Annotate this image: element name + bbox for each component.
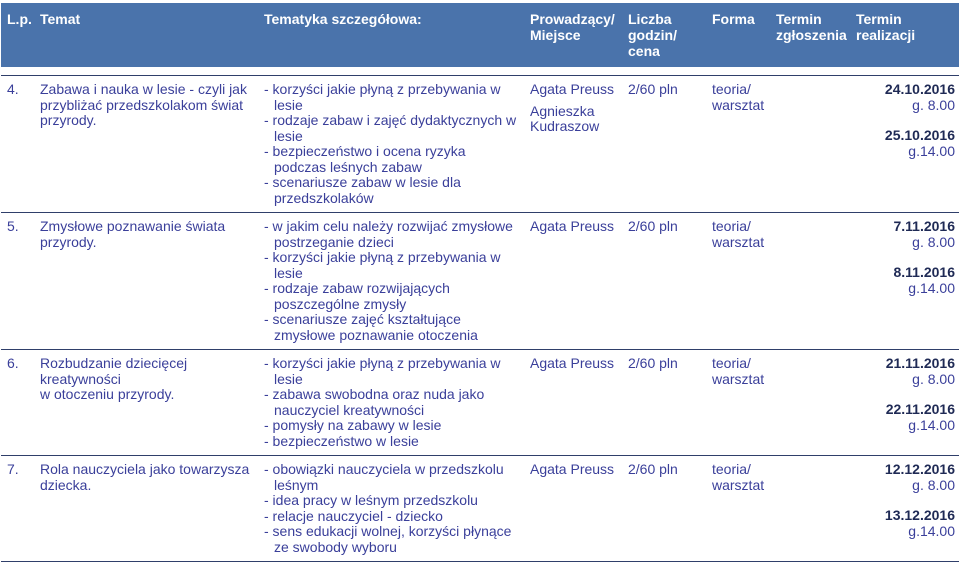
- realization-time: g. 8.00: [912, 370, 955, 387]
- detail-item: - rodzaje zabaw i zajęć dydaktycznych w lesie: [264, 112, 517, 144]
- topic-cell: [34, 213, 258, 350]
- header-forma: Forma: [706, 3, 770, 67]
- realization-date: 21.11.2016: [885, 355, 955, 371]
- table-row: [1, 350, 959, 456]
- training-schedule-table: [1, 3, 959, 562]
- form-cell: [706, 350, 770, 456]
- registration-deadline-cell: [770, 76, 850, 213]
- realization-time: g.14.00: [908, 142, 955, 159]
- header-termin-zgloszenia: Termin zgłoszenia: [770, 3, 850, 67]
- realization-time: g. 8.00: [912, 476, 955, 493]
- detail-item: - korzyści jakie płyną z przebywania w lesie: [264, 249, 501, 281]
- header-liczba: Liczba godzin/ cena: [622, 3, 706, 67]
- instructor-cell: [524, 350, 622, 456]
- realization-date: 7.11.2016: [893, 218, 955, 234]
- header-temat: Temat: [34, 3, 258, 67]
- detail-item: - bezpieczeństwo w lesie: [264, 432, 419, 449]
- topic-cell: [34, 456, 258, 562]
- hours-price-cell: [622, 76, 706, 213]
- detail-item: - korzyści jakie płyną z przebywania w lesie: [264, 355, 501, 387]
- row-number-cell: [1, 456, 34, 562]
- instructor-name: Agata Preuss: [530, 461, 615, 477]
- detail-item: - pomysły na zabawy w lesie: [264, 417, 442, 433]
- realization-time: g. 8.00: [912, 96, 955, 113]
- topic-title: Zabawa i nauka w lesie - czyli jak przybliżać przedszkolakom świat przyrody.: [40, 81, 247, 128]
- detail-item: - scenariusze zajęć kształtujące zmysłowe poznawanie otoczenia: [264, 311, 478, 343]
- form-value: teoria/ warsztat: [712, 218, 765, 250]
- header-spacer: [1, 67, 959, 76]
- row-number-cell: [1, 213, 34, 350]
- detail-item: - korzyści jakie płyną z przebywania w lesie: [264, 81, 501, 113]
- realization-date: 8.11.2016: [893, 264, 955, 280]
- instructor-cell: [524, 76, 622, 213]
- realization-time: g. 8.00: [912, 233, 955, 250]
- row-number: 4.: [7, 81, 19, 97]
- hours-price: 2/60 pln: [628, 218, 678, 234]
- form-value: teoria/ warsztat: [712, 81, 765, 113]
- realization-date: 12.12.2016: [884, 461, 955, 477]
- realization-date: 13.12.2016: [884, 507, 955, 523]
- form-cell: [706, 213, 770, 350]
- details-cell: [258, 213, 524, 350]
- row-number: 5.: [7, 218, 19, 234]
- header-tematyka: Tematyka szczegółowa:: [258, 3, 524, 67]
- detail-item: - zabawa swobodna oraz nuda jako nauczyciel kreatywności: [264, 386, 485, 418]
- schedule-page: [0, 3, 960, 555]
- form-cell: [706, 76, 770, 213]
- table-row: [1, 456, 959, 562]
- form-value: teoria/ warsztat: [712, 461, 765, 493]
- row-number-cell: [1, 76, 34, 213]
- table-header-row: [1, 3, 959, 67]
- realization-date: 24.10.2016: [884, 81, 955, 97]
- table-row: [1, 213, 959, 350]
- form-value: teoria/ warsztat: [712, 355, 765, 387]
- realization-time: g.14.00: [908, 279, 955, 296]
- form-cell: [706, 456, 770, 562]
- instructor-name: Agata Preuss: [530, 81, 615, 97]
- details-cell: [258, 456, 524, 562]
- registration-deadline-cell: [770, 456, 850, 562]
- instructor-cell: [524, 456, 622, 562]
- registration-deadline-cell: [770, 350, 850, 456]
- detail-item: - rodzaje zabaw rozwijających poszczególne zmysły: [264, 280, 450, 312]
- header-lp: L.p.: [1, 3, 34, 67]
- header-prowadzacy: Prowadzący/ Miejsce: [524, 3, 622, 67]
- realization-date: 25.10.2016: [884, 127, 955, 143]
- instructor-cell: [524, 213, 622, 350]
- realization-date: 22.11.2016: [885, 401, 955, 417]
- detail-item: - idea pracy w leśnym przedszkolu: [264, 492, 478, 508]
- instructor-name: Agnieszka Kudraszow: [530, 102, 600, 134]
- hours-price-cell: [622, 350, 706, 456]
- hours-price: 2/60 pln: [628, 461, 678, 477]
- row-number: 6.: [7, 355, 19, 371]
- instructor-name: Agata Preuss: [530, 355, 615, 371]
- realization-dates-cell: [850, 456, 959, 562]
- detail-item: - w jakim celu należy rozwijać zmysłowe postrzeganie dzieci: [264, 218, 513, 250]
- topic-title: Rola nauczyciela jako towarzysza dziecka.: [40, 461, 250, 493]
- registration-deadline-cell: [770, 213, 850, 350]
- topic-title: Zmysłowe poznawanie świata przyrody.: [40, 218, 226, 250]
- details-cell: [258, 350, 524, 456]
- topic-cell: [34, 76, 258, 213]
- detail-item: - obowiązki nauczyciela w przedszkolu leśnym: [264, 461, 504, 493]
- realization-dates-cell: [850, 76, 959, 213]
- detail-item: - sens edukacji wolnej, korzyści płynące ze swobody wyboru: [264, 523, 512, 555]
- instructor-name: Agata Preuss: [530, 218, 615, 234]
- hours-price: 2/60 pln: [628, 81, 678, 97]
- topic-cell: [34, 350, 258, 456]
- realization-dates-cell: [850, 350, 959, 456]
- realization-dates-cell: [850, 213, 959, 350]
- details-cell: [258, 76, 524, 213]
- hours-price-cell: [622, 456, 706, 562]
- realization-time: g.14.00: [908, 416, 955, 433]
- table-body: [1, 67, 959, 562]
- detail-item: - scenariusze zabaw w lesie dla przedszkolaków: [264, 174, 461, 206]
- realization-time: g.14.00: [908, 522, 955, 539]
- row-number-cell: [1, 350, 34, 456]
- detail-item: - relacje nauczyciel - dziecko: [264, 507, 443, 524]
- detail-item: - bezpieczeństwo i ocena ryzyka podczas leśnych zabaw: [264, 143, 466, 175]
- topic-title: Rozbudzanie dziecięcej kreatywności w otoczeniu przyrody.: [40, 355, 188, 402]
- table-row: [1, 76, 959, 213]
- header-termin-realizacji: Termin realizacji: [850, 3, 959, 67]
- hours-price: 2/60 pln: [628, 355, 678, 371]
- row-number: 7.: [7, 461, 19, 477]
- hours-price-cell: [622, 213, 706, 350]
